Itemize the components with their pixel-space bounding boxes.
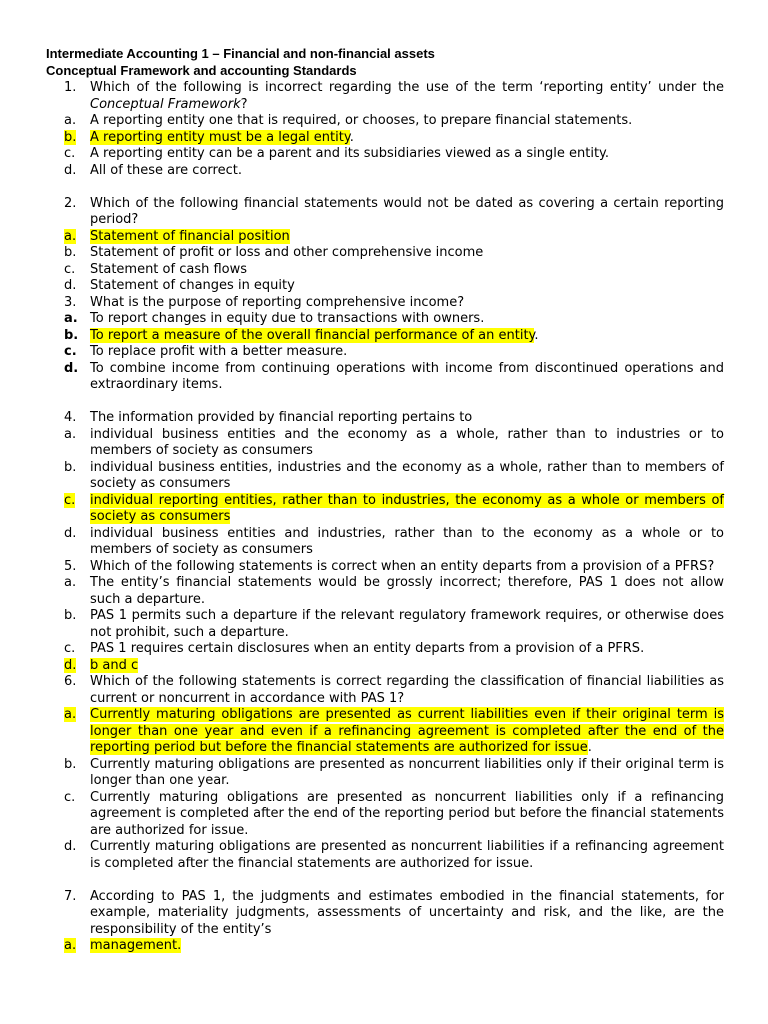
option-6d: d. Currently maturing obligations are presented as noncurrent liabilities if a refinancing agreement is completed after the financial statements are authorized for issue. [64, 839, 724, 871]
question-list [64, 80, 724, 955]
question-5 [64, 559, 724, 576]
option-5b: b. PAS 1 permits such a departure if the relevant regulatory framework requires, or otherwise does not prohibit, such a departure. [64, 608, 724, 640]
option-5c: c. PAS 1 requires certain disclosures when an entity departs from a provision of a PFRS. [64, 641, 645, 656]
option-3a: a. To report changes in equity due to transactions with owners. [64, 311, 485, 326]
question-4 [64, 410, 724, 427]
question-number: 6. [64, 674, 77, 689]
option-5d-answer: d. b and c [64, 657, 139, 673]
option-4c-answer: c. individual reporting entities, rather than to industries, the economy as a whole or members of society as consumers [64, 492, 724, 524]
document-title: Intermediate Accounting 1 – Financial and non-financial assets [46, 46, 435, 61]
question-stem: Which of the following financial statements would not be dated as covering a certain reporting period? [90, 195, 724, 227]
question-stem: Which of the following statements is correct when an entity departs from a provision of a PFRS? [90, 558, 715, 574]
question-stem: What is the purpose of reporting comprehensive income? [90, 294, 465, 310]
document-subtitle: Conceptual Framework and accounting Standards [46, 63, 357, 78]
question-stem: Which of the following statements is correct regarding the classification of financial liabilities as current or noncurrent in accordance with PAS 1? [90, 674, 724, 706]
option-6c: c. Currently maturing obligations are presented as noncurrent liabilities only if a refinancing agreement is completed after the end of the reporting period but before the financial statements are authorized for issue. [64, 789, 724, 838]
option-6a-answer: a. Currently maturing obligations are presented as current liabilities even if their original term is longer than one year and even if a refinancing agreement is completed after the end of the reporting period but before the financial statements are authorized for issue. [64, 707, 724, 755]
question-number: 7. [64, 888, 77, 904]
question-number: 1. [64, 80, 77, 95]
question-number: 3. [64, 294, 77, 310]
question-7 [64, 889, 724, 939]
question-1 [64, 80, 724, 113]
question-3 [64, 295, 724, 312]
option-2d: d. Statement of changes in equity [64, 278, 295, 293]
question-2 [64, 196, 724, 229]
option-2b: b. Statement of profit or loss and other comprehensive income [64, 245, 484, 260]
option-1b-answer: b. A reporting entity must be a legal entity. [64, 129, 354, 145]
question-stem: According to PAS 1, the judgments and estimates embodied in the financial statements, for example, materiality judgments, assessments of uncertainty and risk, and the like, are the responsibility of the entity’s [90, 888, 724, 937]
option-2a-answer: a. Statement of financial position [64, 228, 290, 244]
option-1a: a. A reporting entity one that is required, or chooses, to prepare financial statements. [64, 113, 633, 128]
question-number: 5. [64, 558, 77, 574]
option-3c: c. To replace profit with a better measure. [64, 344, 348, 359]
option-2c: c. Statement of cash flows [64, 261, 248, 277]
option-3b-answer: b. To report a measure of the overall financial performance of an entity. [64, 327, 539, 343]
option-5a: a. The entity’s financial statements would be grossly incorrect; therefore, PAS 1 does not allow such a departure. [64, 575, 724, 607]
option-3d: d. To combine income from continuing operations with income from discontinued operations and extraordinary items. [64, 360, 724, 392]
question-number: 2. [64, 195, 77, 211]
question-stem: The information provided by financial reporting pertains to [90, 410, 473, 425]
question-number: 4. [64, 410, 77, 425]
question-stem: Which of the following is incorrect regarding the use of the term ‘reporting entity’ under the Conceptual Framework? [90, 80, 724, 112]
option-6b: b. Currently maturing obligations are presented as noncurrent liabilities only if their original term is longer than one year. [64, 756, 724, 788]
option-7a-answer: a. management. [64, 938, 182, 953]
option-4d: d. individual business entities and industries, rather than to the economy as a whole or to members of society as consumers [64, 525, 724, 557]
option-1d: d. All of these are correct. [64, 162, 242, 178]
option-4a: a. individual business entities and the economy as a whole, rather than to industries or to members of society as consumers [64, 426, 724, 458]
option-1c: c. A reporting entity can be a parent and its subsidiaries viewed as a single entity. [64, 146, 610, 161]
question-6 [64, 674, 724, 707]
option-4b: b. individual business entities, industries and the economy as a whole, rather than to members of society as consumers [64, 459, 724, 491]
